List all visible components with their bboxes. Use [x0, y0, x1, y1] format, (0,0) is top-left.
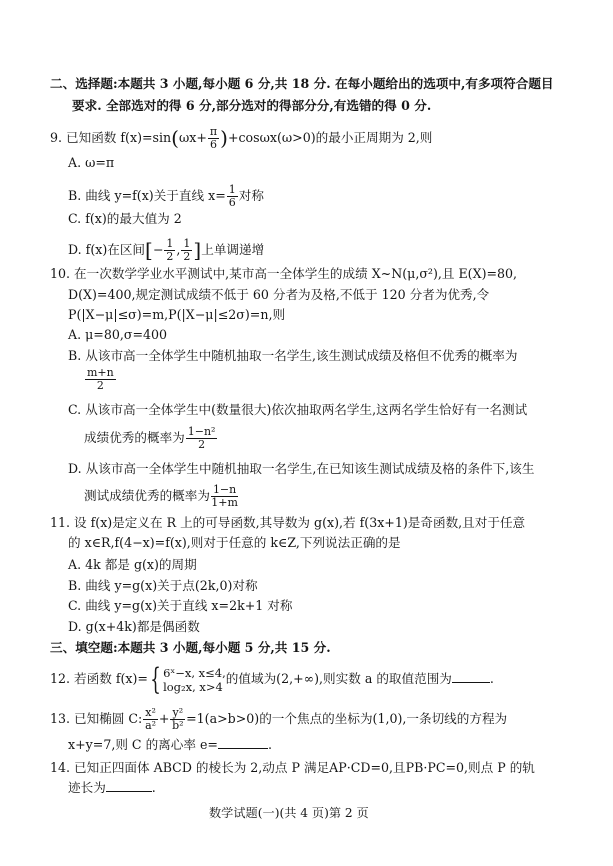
question-11-option-b: B. 曲线 y=g(x)关于点(2k,0)对称 — [68, 578, 258, 593]
question-10-option-c-line1: C. 从该市高一全体学生中(数量很大)依次抽取两名学生,这两名学生恰好有一名测试 — [68, 402, 528, 417]
question-9-option-c: C. f(x)的最大值为 2 — [68, 211, 182, 226]
question-9-option-d: D. f(x)在区间[− $\frac{1}{2}$ , $\frac{1}{2}$ ]上单调递增 — [68, 237, 265, 263]
question-13-line1: 13. 已知椭圆 C: $\frac{\text{x²}}{\text{a²}}$ + $\frac{\text{y²}}{\text{b²}}$ =1(a>b>0)的一个焦点的坐标为(1,0),一条切线的方程为 — [50, 706, 508, 732]
page-footer: 数学试题(一)(共 4 页)第 2 页 — [209, 806, 369, 820]
question-10-option-c-line2: 成绩优秀的概率为 $\frac{\text{1−n²}}{2}$ — [84, 425, 216, 451]
question-10-option-d-line1: D. 从该市高一全体学生中随机抽取一名学生,在已知该生测试成绩及格的条件下,该生 — [68, 461, 535, 476]
question-10-option-b-fraction: $\frac{m+n}{2}$ — [87, 366, 114, 392]
question-9-stem: 9. 已知函数 f(x)=sin(ωx+ $\frac{\pi}{6}$ )+cosωx(ω>0)的最小正周期为 2,则 — [50, 125, 433, 151]
question-13-line2: x+y=7,则 C 的离心率 e= . — [68, 737, 272, 752]
question-10-option-a: A. μ=80,σ=400 — [68, 327, 168, 342]
question-10-option-d-line2: 测试成绩优秀的概率为 $\frac{1-n}{1+m}$ — [84, 483, 238, 509]
question-11-option-d: D. g(x+4k)都是偶函数 — [68, 619, 200, 634]
section2-header-line1: 二、选择题:本题共 3 小题,每小题 6 分,共 18 分. 在每小题给出的选项中,有多项符合题目 — [50, 76, 554, 91]
question-14-line1: 14. 已知正四面体 ABCD 的棱长为 2,动点 P 满足AP·CD=0,且PB·PC=0,则点 P 的轨 — [50, 760, 535, 775]
question-10-line2: D(X)=400,规定测试成绩不低于 60 分者为及格,不低于 120 分者为优秀,令 — [68, 287, 490, 302]
question-11-option-c: C. 曲线 y=g(x)关于直线 x=2k+1 对称 — [68, 598, 293, 613]
question-10-line1: 10. 在一次数学学业水平测试中,某市高一全体学生的成绩 X~N(μ,σ²),且 E(X)=80, — [50, 266, 518, 281]
question-11-option-a: A. 4k 都是 g(x)的周期 — [68, 557, 197, 572]
question-10-option-b: B. 从该市高一全体学生中随机抽取一名学生,该生测试成绩及格但不优秀的概率为 — [68, 348, 518, 363]
question-14-line2: 迹长为 . — [68, 780, 156, 795]
question-9-option-b: B. 曲线 y=f(x)关于直线 x= $\frac{1}{6}$ 对称 — [68, 183, 264, 209]
question-11-line2: 的 x∈R,f(4−x)=f(x),则对于任意的 k∈Z,下列说法正确的是 — [68, 535, 401, 550]
question-11-line1: 11. 设 f(x)是定义在 R 上的可导函数,其导数为 g(x),若 f(3x+1)是奇函数,且对于任意 — [50, 515, 526, 530]
question-10-line3: P(|X−μ|≤σ)=m,P(|X−μ|≤2σ)=n,则 — [68, 307, 286, 322]
question-12-answer-blank[interactable] — [452, 681, 490, 683]
question-9-option-a: A. ω=π — [68, 155, 115, 170]
section3-header: 三、填空题:本题共 3 小题,每小题 5 分,共 15 分. — [50, 640, 331, 655]
question-13-answer-blank[interactable] — [218, 747, 268, 749]
section2-header-line2: 要求. 全部选对的得 6 分,部分选对的得部分分,有选错的得 0 分. — [72, 98, 432, 113]
question-12-stem: 12. 若函数 f(x)={ 6ˣ−x, x≤4, log₂x, x>4 的值域为(2,+∞),则实数 a 的取值范围为 . — [50, 661, 494, 697]
question-14-answer-blank[interactable] — [106, 790, 152, 792]
